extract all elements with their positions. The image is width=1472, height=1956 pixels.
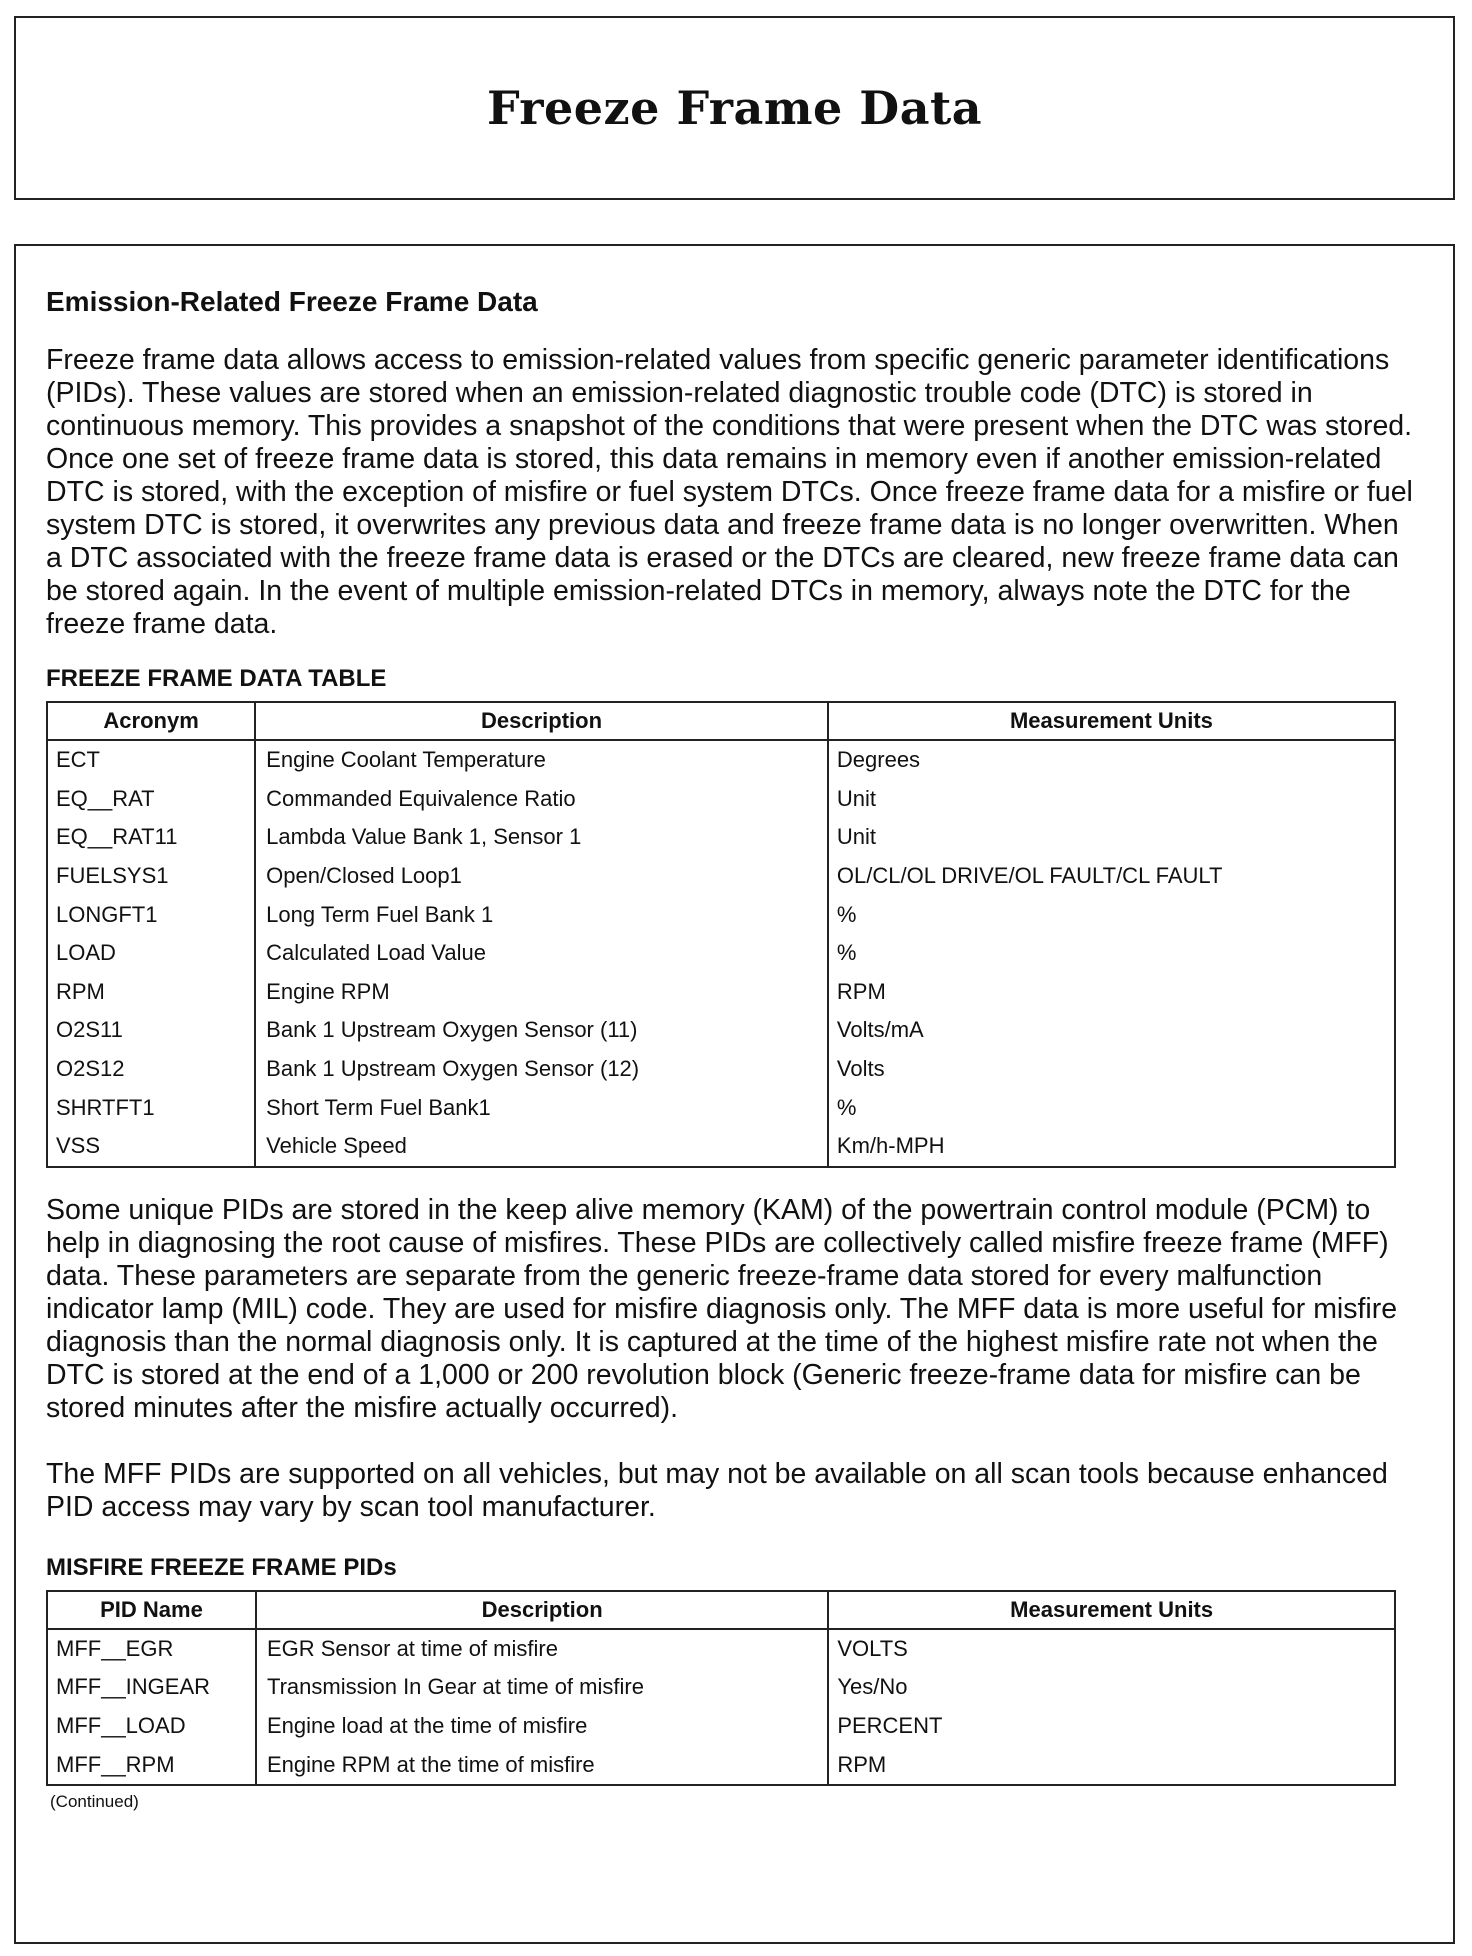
section-heading: Emission-Related Freeze Frame Data: [46, 286, 538, 317]
table-cell: %: [828, 1088, 1395, 1127]
column-header: Description: [256, 1591, 828, 1629]
ffd-table-title: FREEZE FRAME DATA TABLE: [46, 665, 387, 692]
table-row: [47, 895, 1395, 934]
ffd-table-body: [47, 740, 1395, 1167]
table-cell: %: [828, 934, 1395, 973]
misfire-freeze-frame-table: [46, 1590, 1396, 1786]
table-cell: Volts/mA: [828, 1011, 1395, 1050]
table-row: [47, 1668, 1395, 1707]
table-cell: VOLTS: [828, 1629, 1395, 1669]
table-row: [47, 1127, 1395, 1167]
table-cell: Commanded Equivalence Ratio: [255, 780, 828, 819]
table-cell: Engine load at the time of misfire: [256, 1707, 828, 1746]
table-row: [47, 1050, 1395, 1089]
intro-paragraph: Freeze frame data allows access to emission-related values from specific generic parameter identifications (PIDs). These values are stored when an emission-related diagnostic trouble code (DTC) is stored in continuous memory. This provides a snapshot of the conditions that were present when the DTC was stored. Once one set of freeze frame data is stored, this data remains in memory even if another emission-related DTC is stored, with the exception of misfire or fuel system DTCs. Once freeze frame data for a misfire or fuel system DTC is stored, it overwrites any previous data and freeze frame data is no longer overwritten. When a DTC associated with the freeze frame data is erased or the DTCs are cleared, new freeze frame data can be stored again. In the event of multiple emission-related DTCs in memory, always note the DTC for the freeze frame data.: [46, 344, 1413, 640]
table-cell: RPM: [47, 973, 255, 1012]
table-cell: PERCENT: [828, 1707, 1395, 1746]
table-cell: Short Term Fuel Bank1: [255, 1088, 828, 1127]
table-cell: Lambda Value Bank 1, Sensor 1: [255, 818, 828, 857]
table-cell: Unit: [828, 818, 1395, 857]
column-header: Description: [255, 702, 828, 740]
table-cell: EQ__RAT11: [47, 818, 255, 857]
table-cell: Bank 1 Upstream Oxygen Sensor (12): [255, 1050, 828, 1089]
table-row: [47, 1745, 1395, 1785]
table-row: [47, 857, 1395, 896]
table-row: [47, 934, 1395, 973]
table-cell: Long Term Fuel Bank 1: [255, 895, 828, 934]
table-cell: EQ__RAT: [47, 780, 255, 819]
page-title: Freeze Frame Data: [486, 81, 983, 135]
table-row: [47, 740, 1395, 780]
table-cell: Transmission In Gear at time of misfire: [256, 1668, 828, 1707]
title-box: [14, 16, 1455, 200]
table-cell: Km/h-MPH: [828, 1127, 1395, 1167]
table-cell: MFF__INGEAR: [47, 1668, 256, 1707]
kam-paragraph: Some unique PIDs are stored in the keep alive memory (KAM) of the powertrain control module (PCM) to help in diagnosing the root cause of misfires. These PIDs are collectively called misfire freeze frame (MFF) data. These parameters are separate from the generic freeze-frame data stored for every malfunction indicator lamp (MIL) code. They are used for misfire diagnosis only. The MFF data is more useful for misfire diagnosis than the normal diagnosis only. It is captured at the time of the highest misfire rate not when the DTC is stored at the end of a 1,000 or 200 revolution block (Generic freeze-frame data for misfire can be stored minutes after the misfire actually occurred).: [46, 1193, 1398, 1424]
table-cell: Yes/No: [828, 1668, 1395, 1707]
table-cell: LOAD: [47, 934, 255, 973]
table-cell: Volts: [828, 1050, 1395, 1089]
table-cell: Open/Closed Loop1: [255, 857, 828, 896]
table-cell: FUELSYS1: [47, 857, 255, 896]
table-cell: VSS: [47, 1127, 255, 1167]
column-header: PID Name: [47, 1591, 256, 1629]
column-header: Acronym: [47, 702, 255, 740]
table-cell: MFF__EGR: [47, 1629, 256, 1669]
table-row: [47, 1088, 1395, 1127]
continued-note: (Continued): [50, 1791, 139, 1811]
table-cell: O2S12: [47, 1050, 255, 1089]
mff-table-title: MISFIRE FREEZE FRAME PIDs: [46, 1553, 397, 1581]
table-cell: OL/CL/OL DRIVE/OL FAULT/CL FAULT: [828, 857, 1395, 896]
table-row: [47, 973, 1395, 1012]
table-header-row: [47, 1591, 1395, 1629]
column-header: Measurement Units: [828, 702, 1395, 740]
table-cell: EGR Sensor at time of misfire: [256, 1629, 828, 1669]
table-cell: Engine Coolant Temperature: [255, 740, 828, 780]
table-row: [47, 1011, 1395, 1050]
table-row: [47, 818, 1395, 857]
mff-table-body: [47, 1629, 1395, 1785]
table-cell: MFF__LOAD: [47, 1707, 256, 1746]
table-cell: Bank 1 Upstream Oxygen Sensor (11): [255, 1011, 828, 1050]
content-box: [14, 244, 1455, 1944]
table-cell: Engine RPM: [255, 973, 828, 1012]
mff-support-paragraph: The MFF PIDs are supported on all vehicles, but may not be available on all scan tools because enhanced PID access may vary by scan tool manufacturer.: [46, 1457, 1388, 1523]
table-cell: Vehicle Speed: [255, 1127, 828, 1167]
table-row: [47, 1629, 1395, 1669]
table-row: [47, 1707, 1395, 1746]
table-cell: RPM: [828, 973, 1395, 1012]
table-row: [47, 780, 1395, 819]
column-header: Measurement Units: [828, 1591, 1395, 1629]
table-cell: Unit: [828, 780, 1395, 819]
freeze-frame-data-table: [46, 701, 1396, 1168]
table-cell: ECT: [47, 740, 255, 780]
table-cell: O2S11: [47, 1011, 255, 1050]
table-header-row: [47, 702, 1395, 740]
table-cell: SHRTFT1: [47, 1088, 255, 1127]
table-cell: Engine RPM at the time of misfire: [256, 1745, 828, 1785]
table-cell: LONGFT1: [47, 895, 255, 934]
table-cell: Calculated Load Value: [255, 934, 828, 973]
table-cell: MFF__RPM: [47, 1745, 256, 1785]
table-cell: %: [828, 895, 1395, 934]
table-cell: Degrees: [828, 740, 1395, 780]
table-cell: RPM: [828, 1745, 1395, 1785]
